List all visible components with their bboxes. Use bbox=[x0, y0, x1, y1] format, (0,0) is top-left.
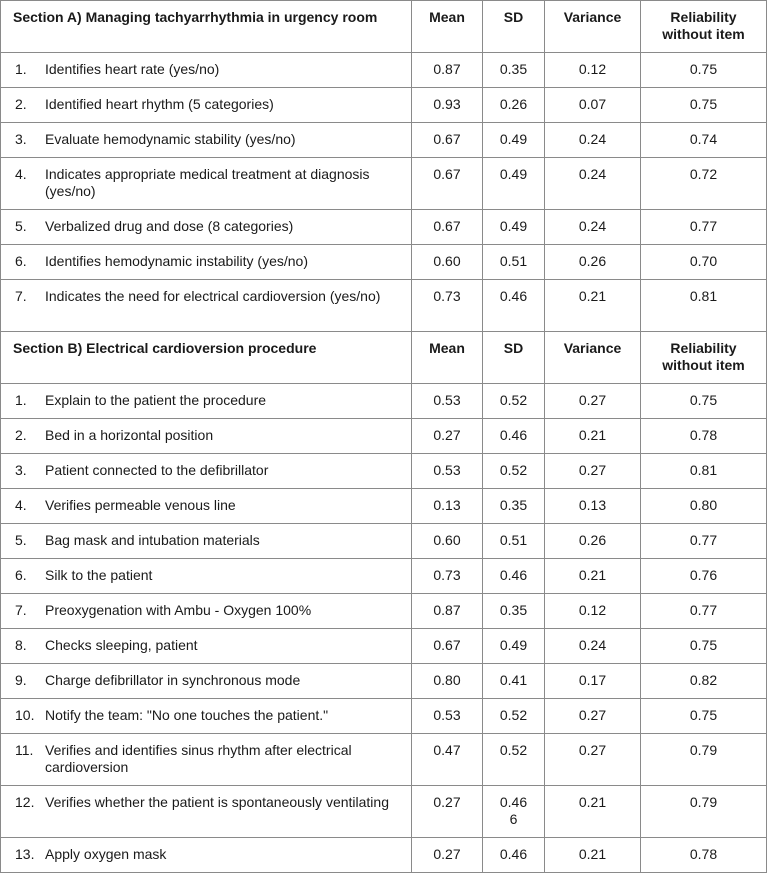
item-text: Indicates appropriate medical treatment at diagnosis (yes/no) bbox=[45, 166, 370, 199]
reliability-cell: 0.72 bbox=[641, 158, 767, 210]
item-number: 11. bbox=[15, 742, 34, 758]
variance-cell: 0.21 bbox=[545, 419, 641, 454]
mean-cell: 0.67 bbox=[412, 123, 483, 158]
item-number: 6. bbox=[15, 253, 27, 269]
item-cell bbox=[1, 786, 412, 838]
sd-cell: 0.41 bbox=[483, 664, 545, 699]
item-text: Bag mask and intubation materials bbox=[45, 532, 260, 548]
table-row bbox=[1, 664, 767, 699]
table-row bbox=[1, 786, 767, 838]
sd-cell: 0.46 bbox=[483, 838, 545, 873]
table-row bbox=[1, 699, 767, 734]
reliability-cell: 0.81 bbox=[641, 454, 767, 489]
reliability-cell: 0.77 bbox=[641, 210, 767, 245]
sd-cell: 0.51 bbox=[483, 245, 545, 280]
item-cell bbox=[1, 664, 412, 699]
table-row bbox=[1, 734, 767, 786]
table-row bbox=[1, 419, 767, 454]
mean-cell: 0.87 bbox=[412, 594, 483, 629]
item-text: Verifies whether the patient is spontaneously ventilating bbox=[45, 794, 389, 810]
variance-cell: 0.24 bbox=[545, 629, 641, 664]
item-number: 5. bbox=[15, 218, 27, 234]
section-b-header-row bbox=[1, 332, 767, 384]
mean-cell: 0.80 bbox=[412, 664, 483, 699]
mean-cell: 0.67 bbox=[412, 158, 483, 210]
item-cell bbox=[1, 838, 412, 873]
item-cell bbox=[1, 699, 412, 734]
item-number: 3. bbox=[15, 462, 27, 478]
reliability-cell: 0.81 bbox=[641, 280, 767, 332]
reliability-header: Reliability without item bbox=[641, 332, 767, 384]
reliability-cell: 0.75 bbox=[641, 53, 767, 88]
table-row bbox=[1, 384, 767, 419]
variance-cell: 0.26 bbox=[545, 245, 641, 280]
sd-cell: 0.46 bbox=[483, 280, 545, 332]
item-text: Verbalized drug and dose (8 categories) bbox=[45, 218, 294, 234]
table-row bbox=[1, 53, 767, 88]
reliability-cell: 0.75 bbox=[641, 629, 767, 664]
variance-cell: 0.21 bbox=[545, 786, 641, 838]
mean-cell: 0.27 bbox=[412, 419, 483, 454]
reliability-cell: 0.75 bbox=[641, 384, 767, 419]
item-text: Evaluate hemodynamic stability (yes/no) bbox=[45, 131, 296, 147]
reliability-cell: 0.79 bbox=[641, 786, 767, 838]
item-number: 6. bbox=[15, 567, 27, 583]
sd-header: SD bbox=[483, 332, 545, 384]
reliability-cell: 0.74 bbox=[641, 123, 767, 158]
table-row bbox=[1, 123, 767, 158]
reliability-cell: 0.70 bbox=[641, 245, 767, 280]
item-number: 7. bbox=[15, 288, 27, 304]
mean-cell: 0.47 bbox=[412, 734, 483, 786]
sd-cell: 0.49 bbox=[483, 158, 545, 210]
item-number: 13. bbox=[15, 846, 35, 862]
mean-cell: 0.53 bbox=[412, 384, 483, 419]
sd-cell: 0.52 bbox=[483, 699, 545, 734]
variance-cell: 0.07 bbox=[545, 88, 641, 123]
item-text: Preoxygenation with Ambu - Oxygen 100% bbox=[45, 602, 312, 618]
item-cell bbox=[1, 559, 412, 594]
item-number: 10. bbox=[15, 707, 35, 723]
item-cell bbox=[1, 158, 412, 210]
item-number: 9. bbox=[15, 672, 27, 688]
variance-cell: 0.24 bbox=[545, 158, 641, 210]
sd-cell: 0.35 bbox=[483, 594, 545, 629]
variance-cell: 0.27 bbox=[545, 384, 641, 419]
item-cell bbox=[1, 280, 412, 332]
variance-cell: 0.27 bbox=[545, 454, 641, 489]
table-row bbox=[1, 245, 767, 280]
item-cell bbox=[1, 53, 412, 88]
variance-cell: 0.17 bbox=[545, 664, 641, 699]
mean-cell: 0.87 bbox=[412, 53, 483, 88]
table-row bbox=[1, 158, 767, 210]
variance-header: Variance bbox=[545, 332, 641, 384]
table-row bbox=[1, 594, 767, 629]
sd-cell: 0.46 bbox=[483, 419, 545, 454]
variance-cell: 0.27 bbox=[545, 699, 641, 734]
mean-header: Mean bbox=[412, 332, 483, 384]
table-row bbox=[1, 454, 767, 489]
item-text: Silk to the patient bbox=[45, 567, 153, 583]
variance-header: Variance bbox=[545, 1, 641, 53]
reliability-cell: 0.77 bbox=[641, 594, 767, 629]
table-row bbox=[1, 524, 767, 559]
item-cell bbox=[1, 454, 412, 489]
variance-cell: 0.27 bbox=[545, 734, 641, 786]
sd-cell: 0.46 6 bbox=[483, 786, 545, 838]
item-cell bbox=[1, 524, 412, 559]
mean-cell: 0.60 bbox=[412, 524, 483, 559]
table-row bbox=[1, 489, 767, 524]
item-number: 7. bbox=[15, 602, 27, 618]
mean-cell: 0.60 bbox=[412, 245, 483, 280]
mean-cell: 0.73 bbox=[412, 559, 483, 594]
mean-cell: 0.67 bbox=[412, 629, 483, 664]
sd-cell: 0.52 bbox=[483, 734, 545, 786]
item-cell bbox=[1, 123, 412, 158]
reliability-cell: 0.77 bbox=[641, 524, 767, 559]
item-text: Indicates the need for electrical cardioversion (yes/no) bbox=[45, 288, 381, 304]
item-cell bbox=[1, 88, 412, 123]
table-row bbox=[1, 210, 767, 245]
item-cell bbox=[1, 419, 412, 454]
item-text: Notify the team: "No one touches the patient." bbox=[45, 707, 329, 723]
reliability-cell: 0.75 bbox=[641, 699, 767, 734]
table-row bbox=[1, 88, 767, 123]
item-text: Bed in a horizontal position bbox=[45, 427, 214, 443]
reliability-cell: 0.80 bbox=[641, 489, 767, 524]
table-row bbox=[1, 629, 767, 664]
table-row bbox=[1, 280, 767, 332]
variance-cell: 0.21 bbox=[545, 280, 641, 332]
mean-cell: 0.67 bbox=[412, 210, 483, 245]
mean-cell: 0.53 bbox=[412, 454, 483, 489]
item-text: Verifies permeable venous line bbox=[45, 497, 236, 513]
sd-cell: 0.49 bbox=[483, 123, 545, 158]
table-row bbox=[1, 559, 767, 594]
variance-cell: 0.26 bbox=[545, 524, 641, 559]
sd-cell: 0.52 bbox=[483, 384, 545, 419]
item-cell bbox=[1, 734, 412, 786]
reliability-header: Reliability without item bbox=[641, 1, 767, 53]
item-number: 5. bbox=[15, 532, 27, 548]
item-cell bbox=[1, 384, 412, 419]
sd-cell: 0.26 bbox=[483, 88, 545, 123]
mean-cell: 0.93 bbox=[412, 88, 483, 123]
mean-cell: 0.53 bbox=[412, 699, 483, 734]
mean-cell: 0.73 bbox=[412, 280, 483, 332]
reliability-cell: 0.78 bbox=[641, 838, 767, 873]
section-a-title: Section A) Managing tachyarrhythmia in urgency room bbox=[1, 1, 412, 53]
variance-cell: 0.13 bbox=[545, 489, 641, 524]
item-number: 8. bbox=[15, 637, 27, 653]
item-text: Identifies heart rate (yes/no) bbox=[45, 61, 220, 77]
sd-cell: 0.52 bbox=[483, 454, 545, 489]
item-cell bbox=[1, 594, 412, 629]
variance-cell: 0.12 bbox=[545, 53, 641, 88]
item-text: Verifies and identifies sinus rhythm after electrical cardioversion bbox=[45, 742, 352, 775]
item-number: 2. bbox=[15, 427, 27, 443]
item-text: Checks sleeping, patient bbox=[45, 637, 198, 653]
item-number: 1. bbox=[15, 61, 27, 77]
sd-cell: 0.49 bbox=[483, 629, 545, 664]
item-text: Patient connected to the defibrillator bbox=[45, 462, 269, 478]
variance-cell: 0.21 bbox=[545, 838, 641, 873]
reliability-cell: 0.76 bbox=[641, 559, 767, 594]
item-number: 2. bbox=[15, 96, 27, 112]
sd-cell: 0.49 bbox=[483, 210, 545, 245]
item-number: 12. bbox=[15, 794, 35, 810]
item-text: Charge defibrillator in synchronous mode bbox=[45, 672, 301, 688]
item-number: 3. bbox=[15, 131, 27, 147]
variance-cell: 0.24 bbox=[545, 210, 641, 245]
reliability-cell: 0.79 bbox=[641, 734, 767, 786]
item-cell bbox=[1, 629, 412, 664]
variance-cell: 0.21 bbox=[545, 559, 641, 594]
reliability-cell: 0.75 bbox=[641, 88, 767, 123]
item-cell bbox=[1, 210, 412, 245]
mean-header: Mean bbox=[412, 1, 483, 53]
item-cell bbox=[1, 489, 412, 524]
mean-cell: 0.13 bbox=[412, 489, 483, 524]
item-cell bbox=[1, 245, 412, 280]
table-row bbox=[1, 838, 767, 873]
section-a-header-row bbox=[1, 1, 767, 53]
sd-cell: 0.46 bbox=[483, 559, 545, 594]
sd-cell: 0.35 bbox=[483, 53, 545, 88]
section-b-title: Section B) Electrical cardioversion procedure bbox=[1, 332, 412, 384]
sd-cell: 0.51 bbox=[483, 524, 545, 559]
item-number: 4. bbox=[15, 166, 27, 182]
variance-cell: 0.12 bbox=[545, 594, 641, 629]
item-number: 4. bbox=[15, 497, 27, 513]
item-number: 1. bbox=[15, 392, 27, 408]
mean-cell: 0.27 bbox=[412, 786, 483, 838]
mean-cell: 0.27 bbox=[412, 838, 483, 873]
item-text: Explain to the patient the procedure bbox=[45, 392, 267, 408]
sd-header: SD bbox=[483, 1, 545, 53]
variance-cell: 0.24 bbox=[545, 123, 641, 158]
item-text: Identifies hemodynamic instability (yes/no) bbox=[45, 253, 309, 269]
reliability-cell: 0.78 bbox=[641, 419, 767, 454]
sd-cell: 0.35 bbox=[483, 489, 545, 524]
item-text: Identified heart rhythm (5 categories) bbox=[45, 96, 274, 112]
reliability-cell: 0.82 bbox=[641, 664, 767, 699]
item-text: Apply oxygen mask bbox=[45, 846, 167, 862]
